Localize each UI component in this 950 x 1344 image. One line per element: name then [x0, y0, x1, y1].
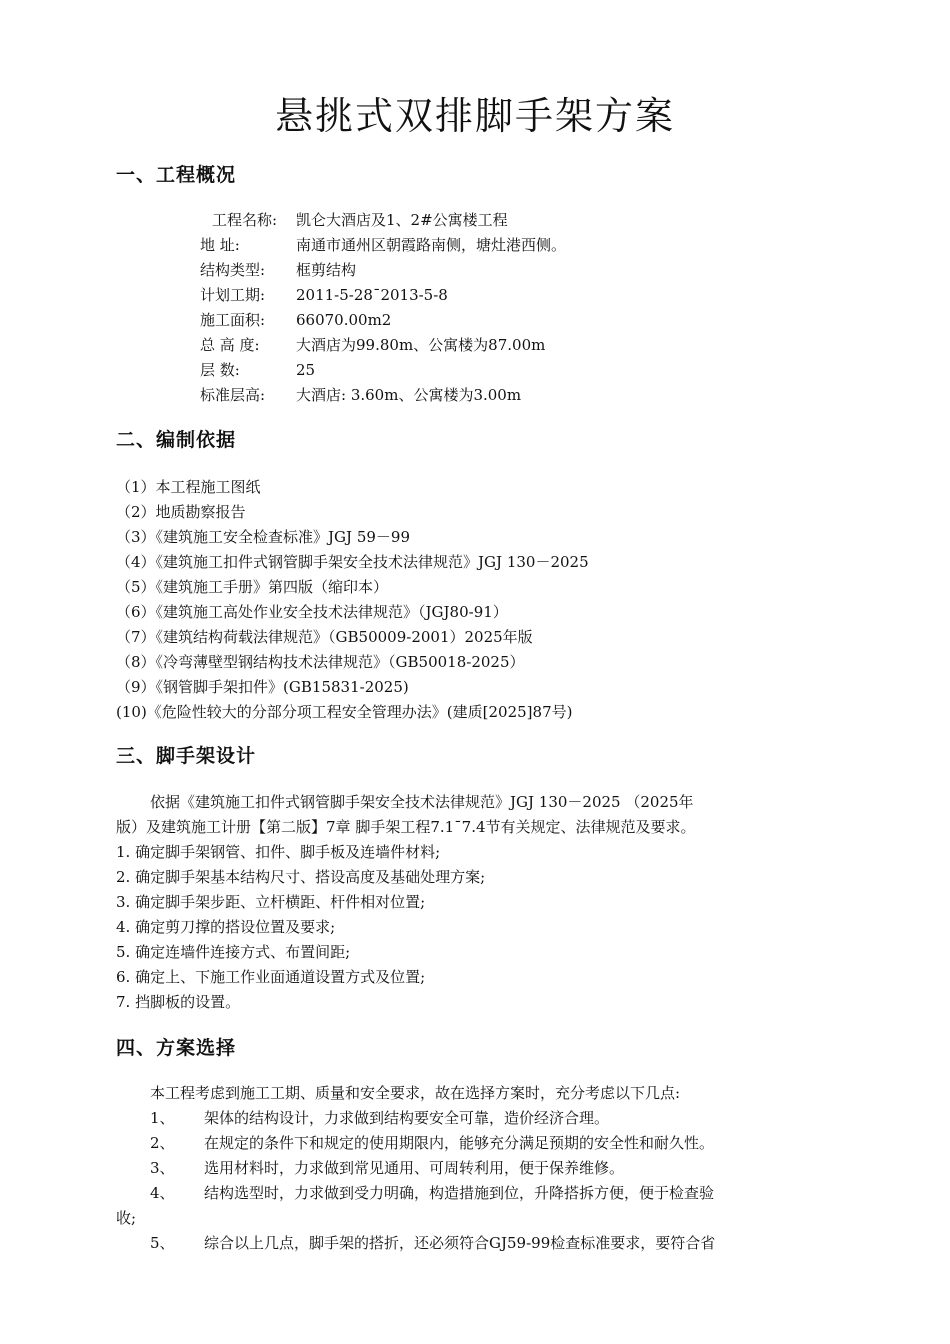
overview-value: 大酒店为99.80m、公寓楼为87.00m: [296, 336, 546, 354]
basis-item: （9）《钢管脚手架扣件》(GB15831-2025): [116, 678, 409, 696]
overview-row: [200, 308, 391, 332]
overview-value: 框剪结构: [296, 261, 357, 279]
selection-item-text: 选用材料时，力求做到常见通用、可周转利用，便于保养维修。: [204, 1159, 625, 1177]
selection-item-number: 1、: [150, 1109, 175, 1127]
overview-row: [212, 208, 508, 232]
selection-intro: 本工程考虑到施工工期、质量和安全要求，故在选择方案时，充分考虑以下几点:: [150, 1084, 681, 1102]
overview-row: [200, 283, 448, 307]
selection-item: [150, 1156, 624, 1180]
overview-value: 25: [296, 361, 316, 379]
design-intro-line: 版）及建筑施工计册【第二版】7章 脚手架工程7.1¯7.4节有关规定、法律规范及要求。: [116, 818, 696, 836]
overview-label: 施工面积:: [200, 311, 266, 329]
basis-item: （7）《建筑结构荷载法律规范》（GB50009-2001）2025年版: [116, 628, 533, 646]
selection-item-text: 综合以上几点，脚手架的搭折，还必须符合GJ59-99检查标准要求，要符合省: [204, 1234, 716, 1252]
overview-label: 结构类型:: [200, 261, 266, 279]
section-heading-basis: 二、编制依据: [116, 429, 237, 451]
section-heading-design: 三、脚手架设计: [116, 745, 257, 767]
design-item: 7. 挡脚板的设置。: [116, 993, 241, 1011]
section-heading-selection: 四、方案选择: [116, 1037, 237, 1059]
overview-value: 凯仑大酒店及1、2#公寓楼工程: [296, 211, 508, 229]
basis-item: （5）《建筑施工手册》第四版（缩印本）: [116, 578, 389, 596]
overview-row: [200, 383, 521, 407]
overview-label: 标准层高:: [200, 386, 266, 404]
overview-value: 大酒店: 3.60m、公寓楼为3.00m: [296, 386, 522, 404]
selection-item: [150, 1131, 714, 1155]
selection-item-text: 在规定的条件下和规定的使用期限内，能够充分满足预期的安全性和耐久性。: [204, 1134, 715, 1152]
overview-value: 66070.00m2: [296, 311, 392, 329]
design-intro-line: 依据《建筑施工扣件式钢管脚手架安全技术法律规范》JGJ 130－2025 （2025年: [150, 793, 694, 811]
design-item: 4. 确定剪刀撑的搭设位置及要求;: [116, 918, 336, 936]
overview-row: [200, 258, 356, 282]
selection-item-number: 2、: [150, 1134, 175, 1152]
selection-item-number: 3、: [150, 1159, 175, 1177]
overview-value: 南通市通州区朝霞路南侧，塘灶港西侧。: [296, 236, 567, 254]
design-item: 5. 确定连墙件连接方式、布置间距;: [116, 943, 351, 961]
basis-item: （1）本工程施工图纸: [116, 478, 261, 496]
selection-item-number: 5、: [150, 1234, 175, 1252]
document-title: 悬挑式双排脚手架方案: [274, 94, 675, 138]
selection-item-text: 架体的结构设计，力求做到结构要安全可靠，造价经济合理。: [204, 1109, 610, 1127]
basis-item: （4）《建筑施工扣件式钢管脚手架安全技术法律规范》JGJ 130－2025: [116, 553, 589, 571]
overview-label: 工程名称:: [212, 211, 278, 229]
basis-item: （8）《冷弯薄壁型钢结构技术法律规范》（GB50018-2025）: [116, 653, 525, 671]
overview-label: 总 高 度:: [200, 336, 260, 354]
selection-item: [150, 1181, 714, 1205]
design-item: 6. 确定上、下施工作业面通道设置方式及位置;: [116, 968, 426, 986]
basis-item: （2）地质勘察报告: [116, 503, 246, 521]
basis-item: （6）《建筑施工高处作业安全技术法律规范》（JGJ80-91）: [116, 603, 508, 621]
overview-row: [200, 233, 566, 257]
selection-item-number: 4、: [150, 1184, 175, 1202]
selection-item-text: 收;: [116, 1209, 137, 1227]
design-item: 3. 确定脚手架步距、立杆横距、杆件相对位置;: [116, 893, 426, 911]
design-item: 2. 确定脚手架基本结构尺寸、搭设高度及基础处理方案;: [116, 868, 486, 886]
overview-row: [200, 333, 545, 357]
selection-item: [150, 1106, 609, 1130]
overview-label: 地 址:: [200, 236, 240, 254]
basis-item: (10)《危险性较大的分部分项工程安全管理办法》(建质[2025]87号): [116, 703, 573, 721]
selection-item-text: 结构选型时，力求做到受力明确，构造措施到位，升降搭拆方便，便于检查验: [204, 1184, 715, 1202]
overview-row: [200, 358, 315, 382]
overview-value: 2011-5-28¯2013-5-8: [296, 286, 448, 304]
overview-label: 层 数:: [200, 361, 240, 379]
basis-item: （3）《建筑施工安全检查标准》JGJ 59－99: [116, 528, 410, 546]
overview-label: 计划工期:: [200, 286, 266, 304]
section-heading-overview: 一、工程概况: [116, 164, 237, 186]
design-item: 1. 确定脚手架钢管、扣件、脚手板及连墙件材料;: [116, 843, 441, 861]
selection-item-continuation: [116, 1206, 136, 1230]
selection-item: [150, 1231, 715, 1255]
